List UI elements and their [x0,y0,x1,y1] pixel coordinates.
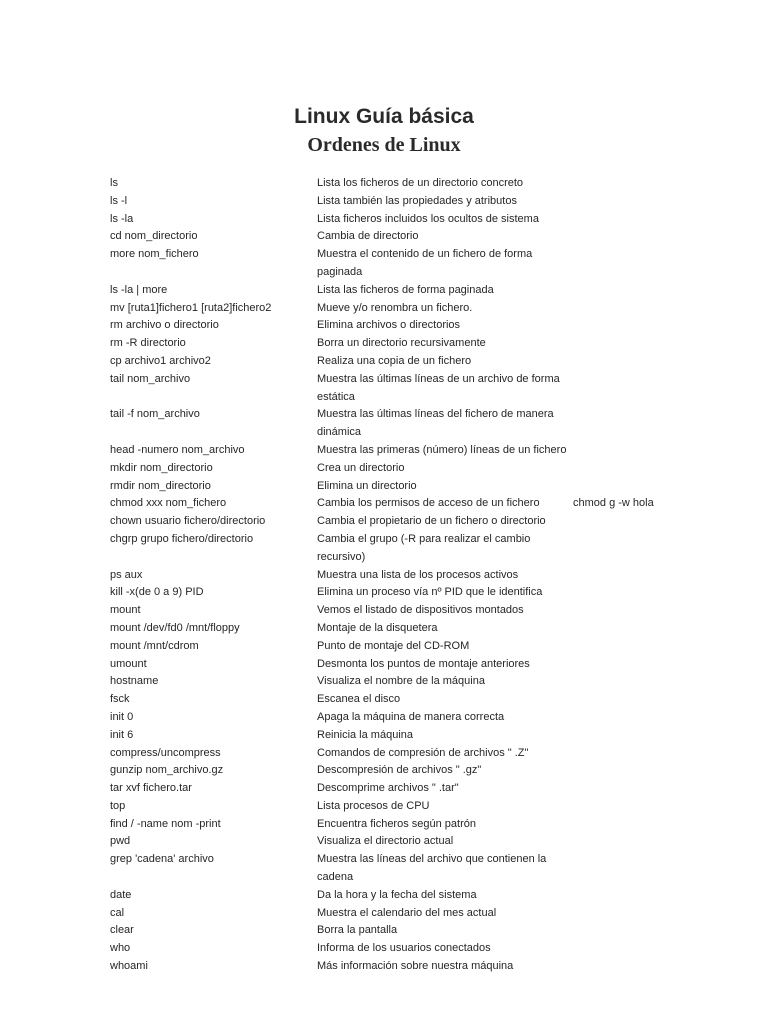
description-line: Da la hora y la fecha del sistema [317,888,477,901]
page-title: Linux Guía básica [294,105,474,128]
description-line: dinámica [317,426,362,439]
command-row [0,745,768,763]
command-description [317,691,579,709]
command-name: head -numero nom_archivo [110,443,245,456]
command-row [0,353,768,371]
command-description [317,673,579,691]
command-name: gunzip nom_archivo.gz [110,764,224,777]
description-line: Borra la pantalla [317,924,398,937]
command-name: whoami [110,960,148,973]
command-description [317,495,579,513]
command-name: compress/uncompress [110,746,221,759]
command-row [0,406,768,442]
command-name: chmod xxx nom_fichero [110,497,227,510]
command-row [0,780,768,798]
command-description [317,887,579,905]
command-description [317,709,579,727]
command-example: chmod g -w hola [573,497,654,510]
command-row [0,335,768,353]
description-line: Informa de los usuarios conectados [317,942,491,955]
command-description [317,300,579,318]
command-row [0,691,768,709]
command-description [317,228,579,246]
command-description [317,513,579,531]
command-row [0,709,768,727]
command-list [0,175,768,976]
description-line: Lista también las propiedades y atributos [317,194,517,207]
command-name: chown usuario fichero/directorio [110,515,266,528]
description-line: Montaje de la disquetera [317,621,438,634]
description-line: Cambia los permisos de acceso de un fichero [317,497,540,510]
description-line: Visualiza el directorio actual [317,835,454,848]
description-line: Apaga la máquina de manera correcta [317,710,505,723]
command-description [317,762,579,780]
command-name: fsck [110,693,130,706]
command-row [0,300,768,318]
description-line: Muestra las líneas del archivo que contienen la [317,853,547,866]
command-name: date [110,888,132,901]
description-line: Lista procesos de CPU [317,799,430,812]
description-line: Comandos de compresión de archivos " .Z" [317,746,529,759]
command-description [317,442,579,460]
command-row [0,638,768,656]
command-description [317,211,579,229]
command-description [317,922,579,940]
description-line: Crea un directorio [317,461,405,474]
command-name: cal [110,906,125,919]
command-description [317,940,579,958]
description-line: Encuentra ficheros según patrón [317,817,476,830]
command-name: clear [110,924,134,937]
command-row [0,620,768,638]
command-description [317,193,579,211]
command-row [0,673,768,691]
command-name: ls -la [110,212,134,225]
description-line: Elimina archivos o directorios [317,319,461,332]
command-description [317,371,579,407]
description-line: cadena [317,871,354,884]
command-description [317,638,579,656]
command-name: ps aux [110,568,143,581]
command-name: mount [110,604,141,617]
description-line: Lista ficheros incluidos los ocultos de sistema [317,212,539,225]
command-description [317,317,579,335]
command-name: tail -f nom_archivo [110,408,200,421]
command-name: rmdir nom_directorio [110,479,211,492]
description-line: Elimina un proceso vía nº PID que le identifica [317,586,543,599]
command-row [0,513,768,531]
description-line: Muestra el calendario del mes actual [317,906,497,919]
description-line: Realiza una copia de un fichero [317,354,472,367]
command-name: chgrp grupo fichero/directorio [110,532,254,545]
command-description [317,851,579,887]
command-row [0,922,768,940]
description-line: Muestra el contenido de un fichero de forma [317,248,533,261]
command-name: who [110,942,131,955]
command-name: hostname [110,675,159,688]
command-row [0,851,768,887]
command-description [317,353,579,371]
command-row [0,602,768,620]
command-row [0,175,768,193]
command-name: top [110,799,126,812]
description-line: Lista los ficheros de un directorio concreto [317,177,524,189]
command-row [0,371,768,407]
command-description [317,798,579,816]
command-description [317,460,579,478]
command-name: find / -name nom -print [110,817,221,830]
command-name: mount /mnt/cdrom [110,639,199,652]
description-line: Mueve y/o renombra un fichero. [317,301,473,314]
command-description [317,335,579,353]
command-description [317,780,579,798]
command-description [317,567,579,585]
description-line: Más información sobre nuestra máquina [317,960,514,973]
description-line: Muestra las últimas líneas de un archivo de forma [317,372,560,385]
description-line: Descompresión de archivos " .gz" [317,764,482,777]
description-line: Escanea el disco [317,693,401,706]
command-row [0,228,768,246]
command-name: mount /dev/fd0 /mnt/floppy [110,621,240,634]
command-description [317,620,579,638]
command-row [0,478,768,496]
command-row [0,833,768,851]
description-line: Lista las ficheros de forma paginada [317,283,494,296]
page-subtitle: Ordenes de Linux [307,134,461,156]
command-name: umount [110,657,147,670]
description-line: Elimina un directorio [317,479,417,492]
command-row [0,246,768,282]
command-row [0,958,768,976]
command-name: more nom_fichero [110,248,199,261]
description-line: Muestra las últimas líneas del fichero de manera [317,408,554,421]
command-row [0,442,768,460]
command-description [317,905,579,923]
command-description [317,745,579,763]
command-row [0,798,768,816]
command-description [317,246,579,282]
command-row [0,567,768,585]
description-line: paginada [317,265,363,278]
command-name: mkdir nom_directorio [110,461,213,474]
command-row [0,887,768,905]
command-name: init 6 [110,728,134,741]
command-row [0,317,768,335]
command-description [317,602,579,620]
description-line: Visualiza el nombre de la máquina [317,675,485,688]
command-name: init 0 [110,710,134,723]
command-name: rm archivo o directorio [110,319,219,332]
command-row [0,656,768,674]
description-line: estática [317,390,355,403]
description-line: Reinicia la máquina [317,728,413,741]
command-row [0,495,768,513]
command-row [0,762,768,780]
command-name: tar xvf fichero.tar [110,782,192,795]
description-line: recursivo) [317,550,366,563]
description-line: Cambia el grupo (-R para realizar el cambio [317,532,531,545]
command-name: mv [ruta1]fichero1 [ruta2]fichero2 [110,301,272,314]
command-description [317,816,579,834]
command-name: cp archivo1 archivo2 [110,354,211,367]
command-name: ls -l [110,194,128,207]
command-description [317,478,579,496]
description-line: Cambia de directorio [317,230,419,243]
command-row [0,940,768,958]
command-name: kill -x(de 0 a 9) PID [110,586,204,599]
command-description [317,282,579,300]
command-name: grep 'cadena' archivo [110,853,214,866]
command-name: ls -la | more [110,283,168,296]
description-line: Cambia el propietario de un fichero o directorio [317,515,546,528]
command-name: pwd [110,835,131,848]
command-description [317,406,579,442]
description-line: Desmonta los puntos de montaje anteriores [317,657,530,670]
command-row [0,282,768,300]
command-name: cd nom_directorio [110,230,198,243]
description-line: Borra un directorio recursivamente [317,337,486,350]
command-description [317,727,579,745]
command-description [317,584,579,602]
description-line: Vemos el listado de dispositivos montados [317,604,524,617]
command-row [0,727,768,745]
command-description [317,656,579,674]
description-line: Descomprime archivos " .tar" [317,782,459,795]
command-description [317,175,579,193]
command-row [0,531,768,567]
command-name: rm -R directorio [110,337,186,350]
command-description [317,833,579,851]
command-row [0,211,768,229]
description-line: Punto de montaje del CD-ROM [317,639,470,652]
command-name: ls [110,177,118,189]
command-row [0,905,768,923]
description-line: Muestra las primeras (número) líneas de un fichero [317,443,567,456]
command-name: tail nom_archivo [110,372,191,385]
command-description [317,958,579,976]
command-row [0,193,768,211]
description-line: Muestra una lista de los procesos activos [317,568,519,581]
command-row [0,584,768,602]
command-description [317,531,579,567]
command-row [0,816,768,834]
command-row [0,460,768,478]
